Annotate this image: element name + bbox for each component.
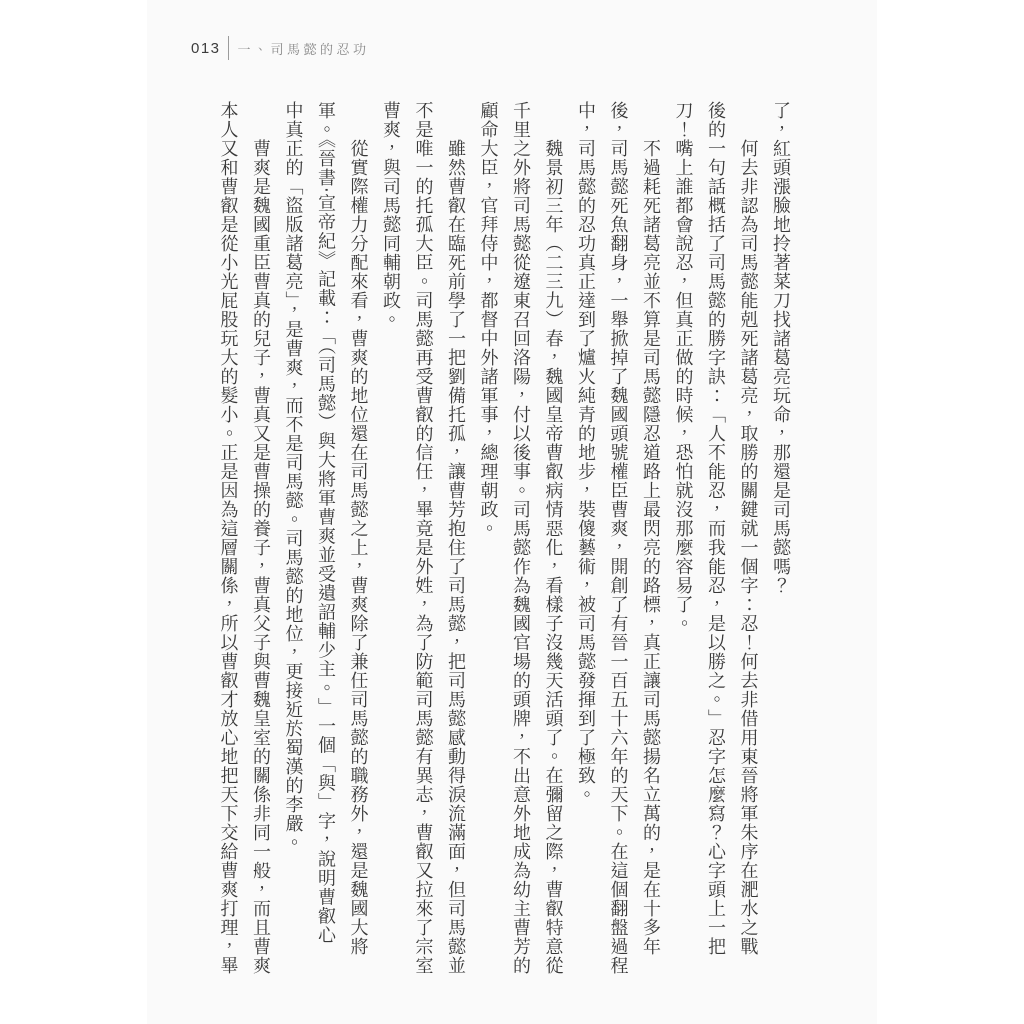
text-column-11: 雖然曹叡在臨死前學了一把劉備托孤，讓曹芳抱住了司馬懿，把司馬懿感動得淚流滿面，但司馬懿並 bbox=[446, 101, 466, 975]
chapter-title: 一、司馬懿的忍功 bbox=[237, 41, 370, 57]
text-column-1: 了，紅頭漲臉地拎著菜刀找諸葛亮玩命，那還是司馬懿嗎？ bbox=[771, 101, 791, 595]
text-column-7: 中，司馬懿的忍功真正達到了爐火純青的地步，裝傻藝術，被司馬懿發揮到了極致。 bbox=[576, 101, 596, 804]
text-column-15: 軍。《晉書‧宣帝紀》記載：「（司馬懿）與大將軍曹爽並受遺詔輔少主。」一個「與」字，說明曹叡心 bbox=[316, 101, 336, 945]
text-column-6: 後，司馬懿死魚翻身，一舉掀掉了魏國頭號權臣曹爽，開創了有晉一百五十六年的天下。在這個翻盤過程 bbox=[608, 101, 629, 975]
body-text-block bbox=[212, 101, 797, 986]
text-column-2: 何去非認為司馬懿能剋死諸葛亮，取勝的關鍵就一個字：忍！何去非借用東晉將軍朱序在淝水之戰 bbox=[738, 101, 759, 956]
text-column-3: 後的一句話概括了司馬懿的勝字訣：「人不能忍，而我能忍，是以勝之。」忍字怎麼寫？心字頭上一把 bbox=[706, 101, 726, 956]
running-head bbox=[191, 36, 370, 60]
text-column-8: 魏景初三年（二三九）春，魏國皇帝曹叡病情惡化，看樣子沒幾天活頭了。在彌留之際，曹叡特意從 bbox=[543, 101, 564, 975]
text-column-18: 本人又和曹叡是從小光屁股玩大的髮小。正是因為這層關係，所以曹叡才放心地把天下交給曹爽打理，畢 bbox=[218, 101, 239, 975]
text-column-9: 千里之外將司馬懿從遼東召回洛陽，付以後事。司馬懿作為魏國官場的頭牌，不出意外地成為幼主曹芳的 bbox=[511, 101, 531, 975]
book-page bbox=[147, 0, 877, 1024]
text-column-4: 刀！嘴上誰都會說忍，但真正做的時候，恐怕就沒那麼容易了。 bbox=[673, 101, 694, 633]
text-column-16: 中真正的「盜版諸葛亮」，是曹爽，而不是司馬懿。司馬懿的地位，更接近於蜀漢的李嚴。 bbox=[283, 101, 304, 852]
text-column-10: 顧命大臣，官拜侍中，都督中外諸軍事，總理朝政。 bbox=[478, 101, 499, 538]
text-column-14: 從實際權力分配來看，曹爽的地位還在司馬懿之上，曹爽除了兼任司馬懿的職務外，還是魏國大將 bbox=[348, 101, 369, 956]
text-column-17: 曹爽是魏國重臣曹真的兒子，曹真又是曹操的養子，曹真父子與曹魏皇室的關係非同一般，而且曹爽 bbox=[251, 101, 271, 975]
page-number: 013 bbox=[191, 39, 221, 57]
header-divider-line bbox=[228, 36, 229, 60]
text-column-5: 不過耗死諸葛亮並不算是司馬懿隱忍道路上最閃亮的路標，真正讓司馬懿揚名立萬的，是在十多年 bbox=[641, 101, 661, 956]
text-column-12: 不是唯一的托孤大臣。司馬懿再受曹叡的信任，畢竟是外姓，為了防範司馬懿有異志，曹叡又拉來了宗室 bbox=[413, 101, 434, 975]
text-column-13: 曹爽，與司馬懿同輔朝政。 bbox=[381, 101, 401, 329]
